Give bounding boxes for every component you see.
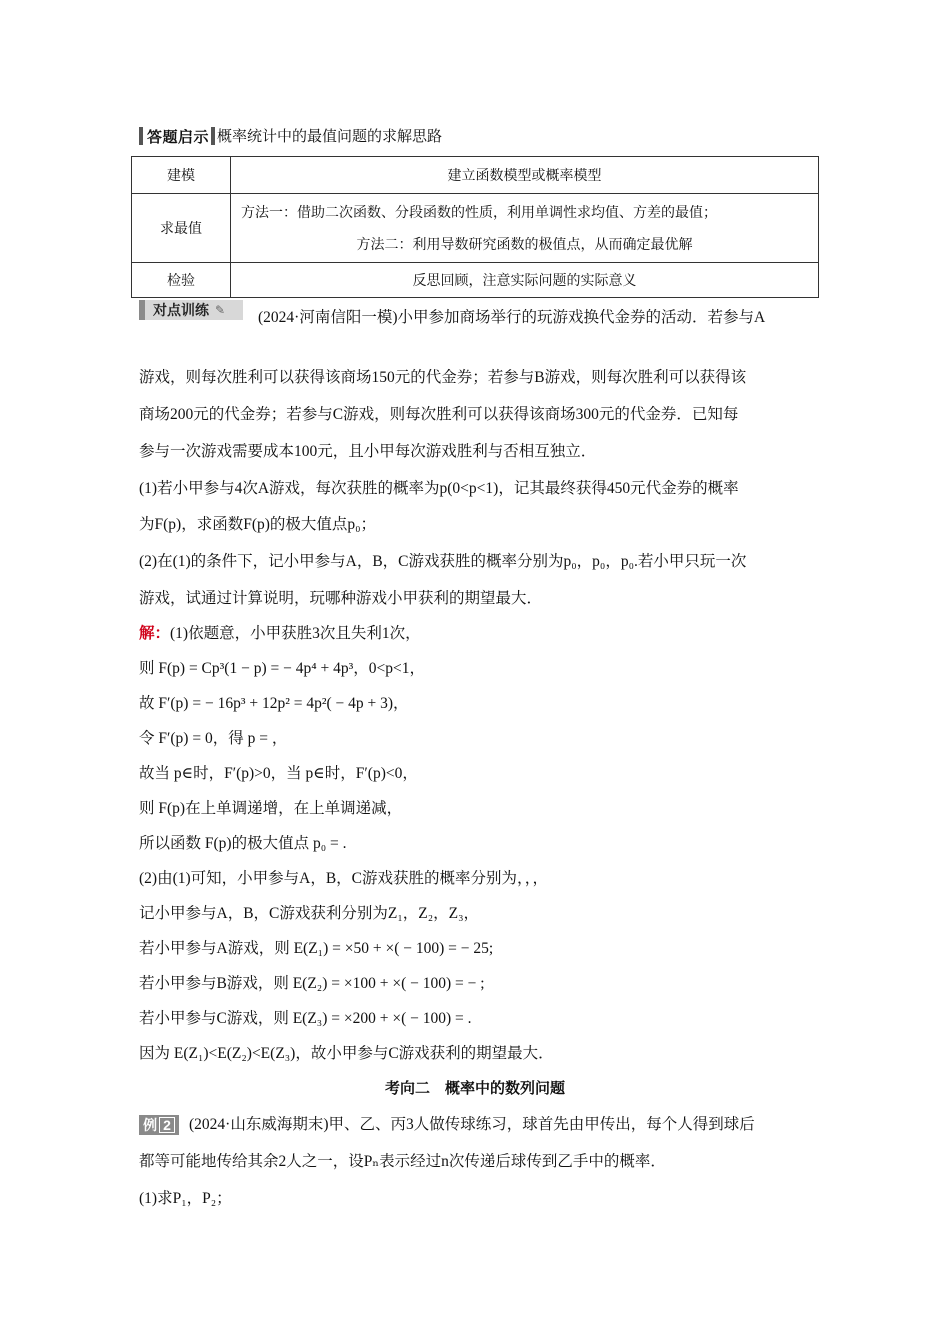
table-cell-label: 建模: [132, 157, 231, 194]
hint-tag-label: 答题启示: [147, 128, 210, 146]
summary-table: [131, 156, 819, 298]
table-cell-content: [231, 194, 819, 263]
solution-line-5: 故当 p∈时，F′(p)>0，当 p∈时，F′(p)<0，: [139, 765, 418, 782]
example-line-2: 都等可能地传给其余2人之一，设Pₙ表示经过n次传递后球传到乙手中的概率．: [139, 1153, 666, 1170]
hint-title: 概率统计中的最值问题的求解思路: [217, 128, 443, 145]
table-cell-content: 建立函数模型或概率模型: [231, 157, 819, 194]
table-row: [132, 263, 819, 298]
table-cell-content: 反思回顾，注意实际问题的实际意义: [231, 263, 819, 298]
example-tag: [139, 1115, 179, 1135]
tag-bar-icon: [139, 127, 143, 145]
question-1-line-2: 为F(p)，求函数F(p)的极大值点p₀；: [139, 516, 377, 533]
solution-line-7: 所以函数 F(p)的极大值点 p₀ = .: [139, 835, 347, 852]
section-title: 考向二 概率中的数列问题: [384, 1080, 565, 1097]
solution-line-8: (2)由(1)可知，小甲参与A，B，C游戏获胜的概率分别为，，，: [139, 870, 549, 887]
example-tag-label: 例: [143, 1117, 158, 1134]
solution-label: 解：: [139, 625, 171, 642]
table-cell-label: 求最值: [132, 194, 231, 263]
pen-icon: ✎: [215, 303, 226, 317]
solution-line-13: 因为 E(Z₁)<E(Z₂)<E(Z₃)，故小甲参与C游戏获利的期望最大．: [139, 1045, 554, 1062]
solution-line-9: 记小甲参与A，B，C游戏获利分别为Z₁，Z₂，Z₃，: [139, 905, 479, 922]
solution-text: (1)依题意，小甲获胜3次且失利1次，: [170, 625, 421, 642]
solution-line-3: 故 F′(p) = − 16p³ + 12p² = 4p²( − 4p + 3)，: [139, 695, 409, 712]
training-line-1: (2024·河南信阳一模)小甲参加商场举行的玩游戏换代金券的活动．若参与A: [258, 309, 766, 326]
question-2-line-1: (2)在(1)的条件下，记小甲参与A，B，C游戏获胜的概率分别为p₀，p₀，p₀.若小甲只玩一次: [139, 553, 747, 570]
solution-line-6: 则 F(p)在上单调递增，在上单调递减，: [139, 800, 403, 817]
example-line-1: [139, 1112, 755, 1135]
tag-bar-icon: [211, 127, 215, 145]
solution-line-12: 若小甲参与C游戏，则 E(Z₃) = ×200 + ×( − 100) = .: [139, 1010, 472, 1027]
solution-line-4: 令 F′(p) = 0，得 p = ，: [139, 730, 288, 747]
training-line-4: 参与一次游戏需要成本100元，且小甲每次游戏胜利与否相互独立．: [139, 443, 597, 460]
solution-line-2: 则 F(p) = Cp³(1 − p) = − 4p⁴ + 4p³，0<p<1，: [139, 660, 425, 677]
example-text: (2024·山东威海期末)甲、乙、丙3人做传球练习，球首先由甲传出，每个人得到球后: [189, 1116, 755, 1133]
solution-line-10: 若小甲参与A游戏，则 E(Z₁) = ×50 + ×( − 100) = − 25;: [139, 940, 494, 957]
method-one-text: 方法一：借助二次函数、分段函数的性质，利用单调性求均值、方差的最值；: [241, 205, 717, 221]
training-tag: [139, 300, 243, 320]
table-row: [132, 194, 819, 263]
hint-tag: [139, 126, 215, 146]
table-row: [132, 157, 819, 194]
example-number: 2: [159, 1117, 175, 1133]
question-2-line-2: 游戏，试通过计算说明，玩哪种游戏小甲获利的期望最大．: [139, 590, 543, 607]
question-1-line-1: (1)若小甲参与4次A游戏，每次获胜的概率为p(0<p<1)，记其最终获得450元代金券的概率: [139, 480, 739, 497]
example-line-3: (1)求P₁，P₂；: [139, 1190, 232, 1207]
training-line-3: 商场200元的代金券；若参与C游戏，则每次胜利可以获得该商场300元的代金券．已知每: [139, 406, 739, 423]
method-two-text: 方法二：利用导数研究函数的极值点，从而确定最优解: [356, 237, 693, 253]
solution-line-11: 若小甲参与B游戏，则 E(Z₂) = ×100 + ×( − 100) = − ;: [139, 975, 485, 992]
table-cell-label: 检验: [132, 263, 231, 298]
solution-line-1: [139, 621, 421, 643]
hint-header: [139, 122, 442, 146]
training-line-2: 游戏，则每次胜利可以获得该商场150元的代金券；若参与B游戏，则每次胜利可以获得该: [139, 369, 747, 386]
training-tag-label: 对点训练: [153, 302, 209, 318]
